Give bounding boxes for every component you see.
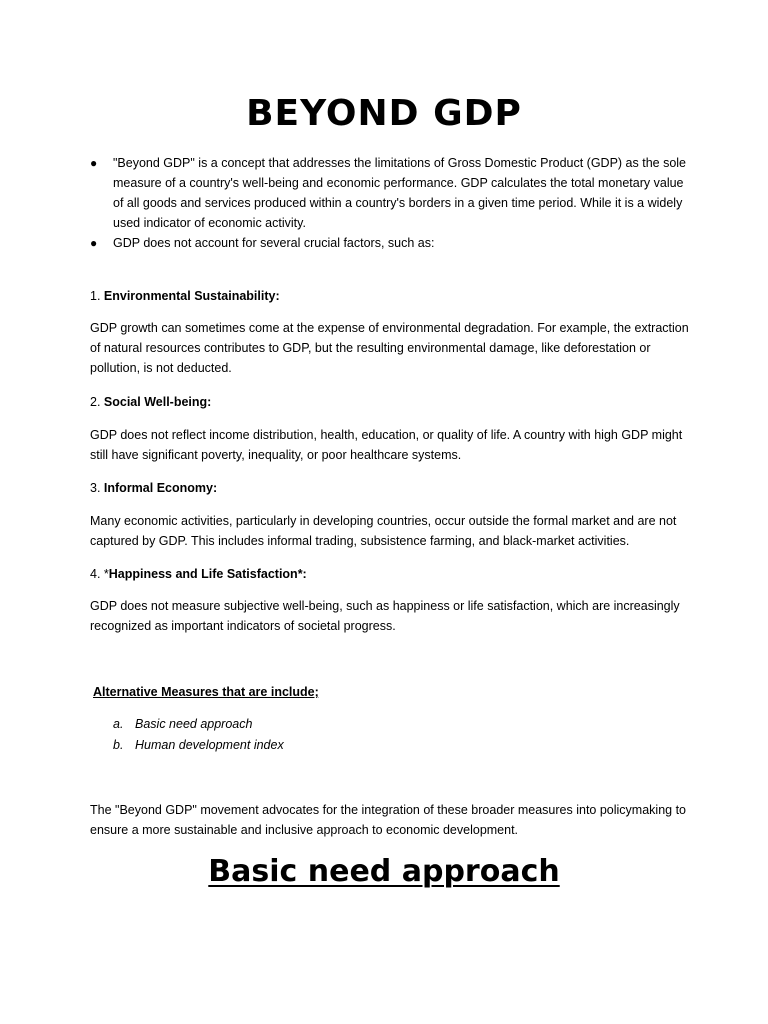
factor-heading-3: [90, 478, 690, 498]
list-item: [113, 714, 284, 735]
factor-text-3: Many economic activities, particularly in developing countries, occur outside the formal market and are not captured by GDP. This includes informal trading, subsistence farming, and black-market activities.: [90, 514, 677, 548]
bullet-icon: ●: [90, 156, 98, 170]
bullet-text: "Beyond GDP" is a concept that addresses the limitations of Gross Domestic Product (GDP) as the sole measure of a country's well-being and economic performance. GDP calculates the total monetary value of all goods and services produced within a country's borders in a given time period. While it is a widely used indicator of economic activity.: [113, 156, 687, 230]
factor-heading-text: Social Well-being:: [103, 395, 212, 409]
factor-number: 1.: [90, 289, 104, 303]
list-marker: a.: [113, 717, 124, 731]
alternatives-heading: Alternative Measures that are include;: [93, 685, 319, 699]
closing-paragraph: The "Beyond GDP" movement advocates for the integration of these broader measures into policymaking to ensure a more sustainable and inclusive approach to economic development.: [90, 803, 686, 837]
intro-bullet-list: [90, 153, 690, 253]
list-item: [113, 735, 284, 756]
list-item-label: Human development index: [135, 737, 284, 752]
factor-text-1: GDP growth can sometimes come at the expense of environmental degradation. For example, the extraction of natural resources contributes to GDP, but the resulting environmental damage, like deforestation or pollution, is not deducted.: [90, 321, 689, 375]
factor-heading-2: [90, 392, 690, 412]
document-title: BEYOND GDP: [246, 93, 522, 134]
factor-heading-text: Informal Economy:: [103, 481, 218, 495]
bullet-text: GDP does not account for several crucial factors, such as:: [113, 236, 435, 250]
alternatives-list: [113, 714, 284, 755]
factor-text-4: GDP does not measure subjective well-being, such as happiness or life satisfaction, which are increasingly recognized as important indicators of societal progress.: [90, 599, 680, 633]
factor-heading-4: [90, 564, 690, 584]
factor-heading-1: [90, 286, 690, 306]
factor-heading-text: Happiness and Life Satisfaction*:: [108, 567, 307, 581]
factor-number: 3.: [90, 481, 104, 495]
factor-heading-text: Environmental Sustainability:: [103, 289, 280, 303]
bullet-item: [90, 233, 690, 253]
factor-number: 4. *: [90, 567, 109, 581]
factor-number: 2.: [90, 395, 104, 409]
factor-text-2: GDP does not reflect income distribution, health, education, or quality of life. A country with high GDP might still have significant poverty, inequality, or poor healthcare systems.: [90, 428, 683, 462]
bullet-icon: ●: [90, 236, 98, 250]
list-marker: b.: [113, 737, 124, 752]
bullet-item: [90, 153, 690, 233]
section-title: Basic need approach: [208, 854, 560, 889]
list-item-label: Basic need approach: [135, 717, 253, 731]
